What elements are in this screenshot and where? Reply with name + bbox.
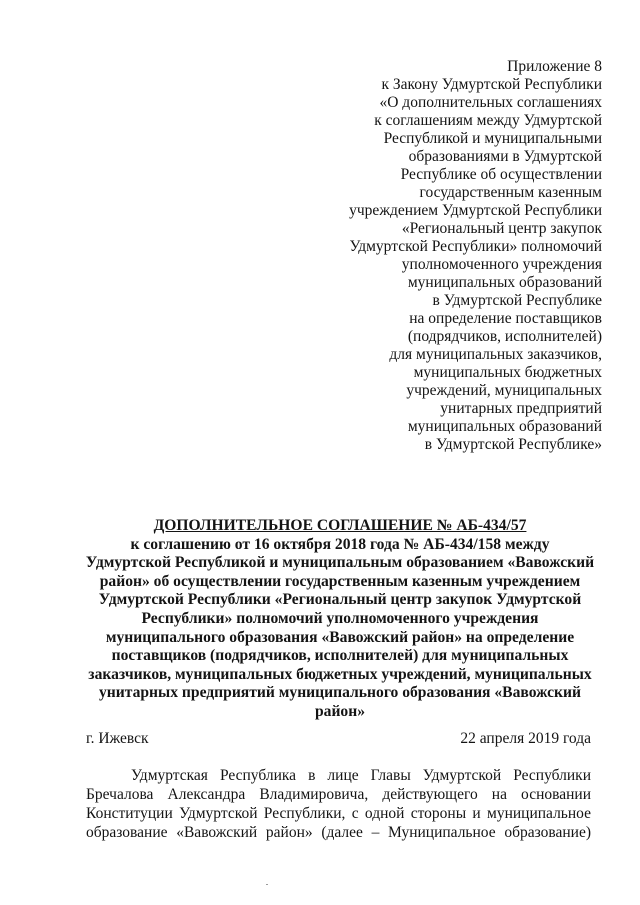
scan-speck [266,884,268,885]
appendix-line: муниципальных образований [407,418,602,435]
agreement-title [80,517,600,722]
appendix-line: (подрядчиков, исполнителей) [407,328,602,345]
appendix-line: учреждений, муниципальных [406,382,602,399]
appendix-line: унитарных предприятий [440,400,602,417]
appendix-line: образованиями в Удмуртской [408,148,602,165]
appendix-line: к соглашениям между Удмуртской [374,112,602,129]
agreement-title-line: унитарных предприятий муниципального образования «Вавожский [98,684,582,702]
body-line: Бречалова Александра Владимировича, действующего на основании [86,786,591,803]
agreement-title-line: Удмуртской Республикой и муниципальным образованием «Вавожский [85,554,595,572]
appendix-line: муниципальных бюджетных [413,364,602,381]
body-line: Удмуртская Республика в лице Главы Удмуртской Республики [131,767,591,784]
appendix-line: учреждением Удмуртской Республики [349,202,602,219]
agreement-title-line: к соглашению от 16 октября 2018 года № АБ-434/158 между [130,535,550,553]
appendix-line: государственным казенным [419,184,602,201]
agreement-title-line: Республики» полномочий уполномоченного учреждения [141,609,539,627]
agreement-title-line: поставщиков (подрядчиков, исполнителей) для муниципальных [111,647,569,665]
agreement-title-line: район» об осуществлении государственным казенным учреждением [99,572,581,590]
agreement-title-line: район» [314,702,366,720]
agreement-title-line: Удмуртской Республики «Региональный центр закупок Удмуртской [98,591,582,609]
appendix-line: для муниципальных заказчиков, [389,346,602,363]
appendix-line: Республикой и муниципальными [383,130,602,147]
appendix-line: Приложение 8 [507,58,602,75]
appendix-line: Республике об осуществлении [400,166,602,183]
appendix-header [302,58,602,454]
place-of-signing: г. Ижевск [86,730,149,747]
agreement-heading: ДОПОЛНИТЕЛЬНОЕ СОГЛАШЕНИЕ № АБ-434/57 [153,517,527,534]
agreement-title-line: муниципального образования «Вавожский район» на определение [105,628,575,646]
body-line: Конституции Удмуртской Республики, с одной стороны и муниципальное [86,805,591,822]
appendix-line: в Удмуртской Республике» [424,436,602,453]
body-line: образование «Вавожский район» (далее – Муниципальное образование) [86,824,591,841]
appendix-line: «Региональный центр закупок [401,220,602,237]
signing-date: 22 апреля 2019 года [460,730,591,747]
appendix-line: на определение поставщиков [409,310,602,327]
body-paragraph [86,766,591,842]
appendix-line: «О дополнительных соглашениях [379,94,602,111]
appendix-line: Удмуртской Республики» полномочий [349,238,602,255]
appendix-line: в Удмуртской Республике [432,292,602,309]
agreement-title-line: заказчиков, муниципальных бюджетных учреждений, муниципальных [88,665,592,683]
appendix-line: уполномоченного учреждения [401,256,602,273]
appendix-line: муниципальных образований [407,274,602,291]
appendix-line: к Закону Удмуртской Республики [381,76,602,93]
